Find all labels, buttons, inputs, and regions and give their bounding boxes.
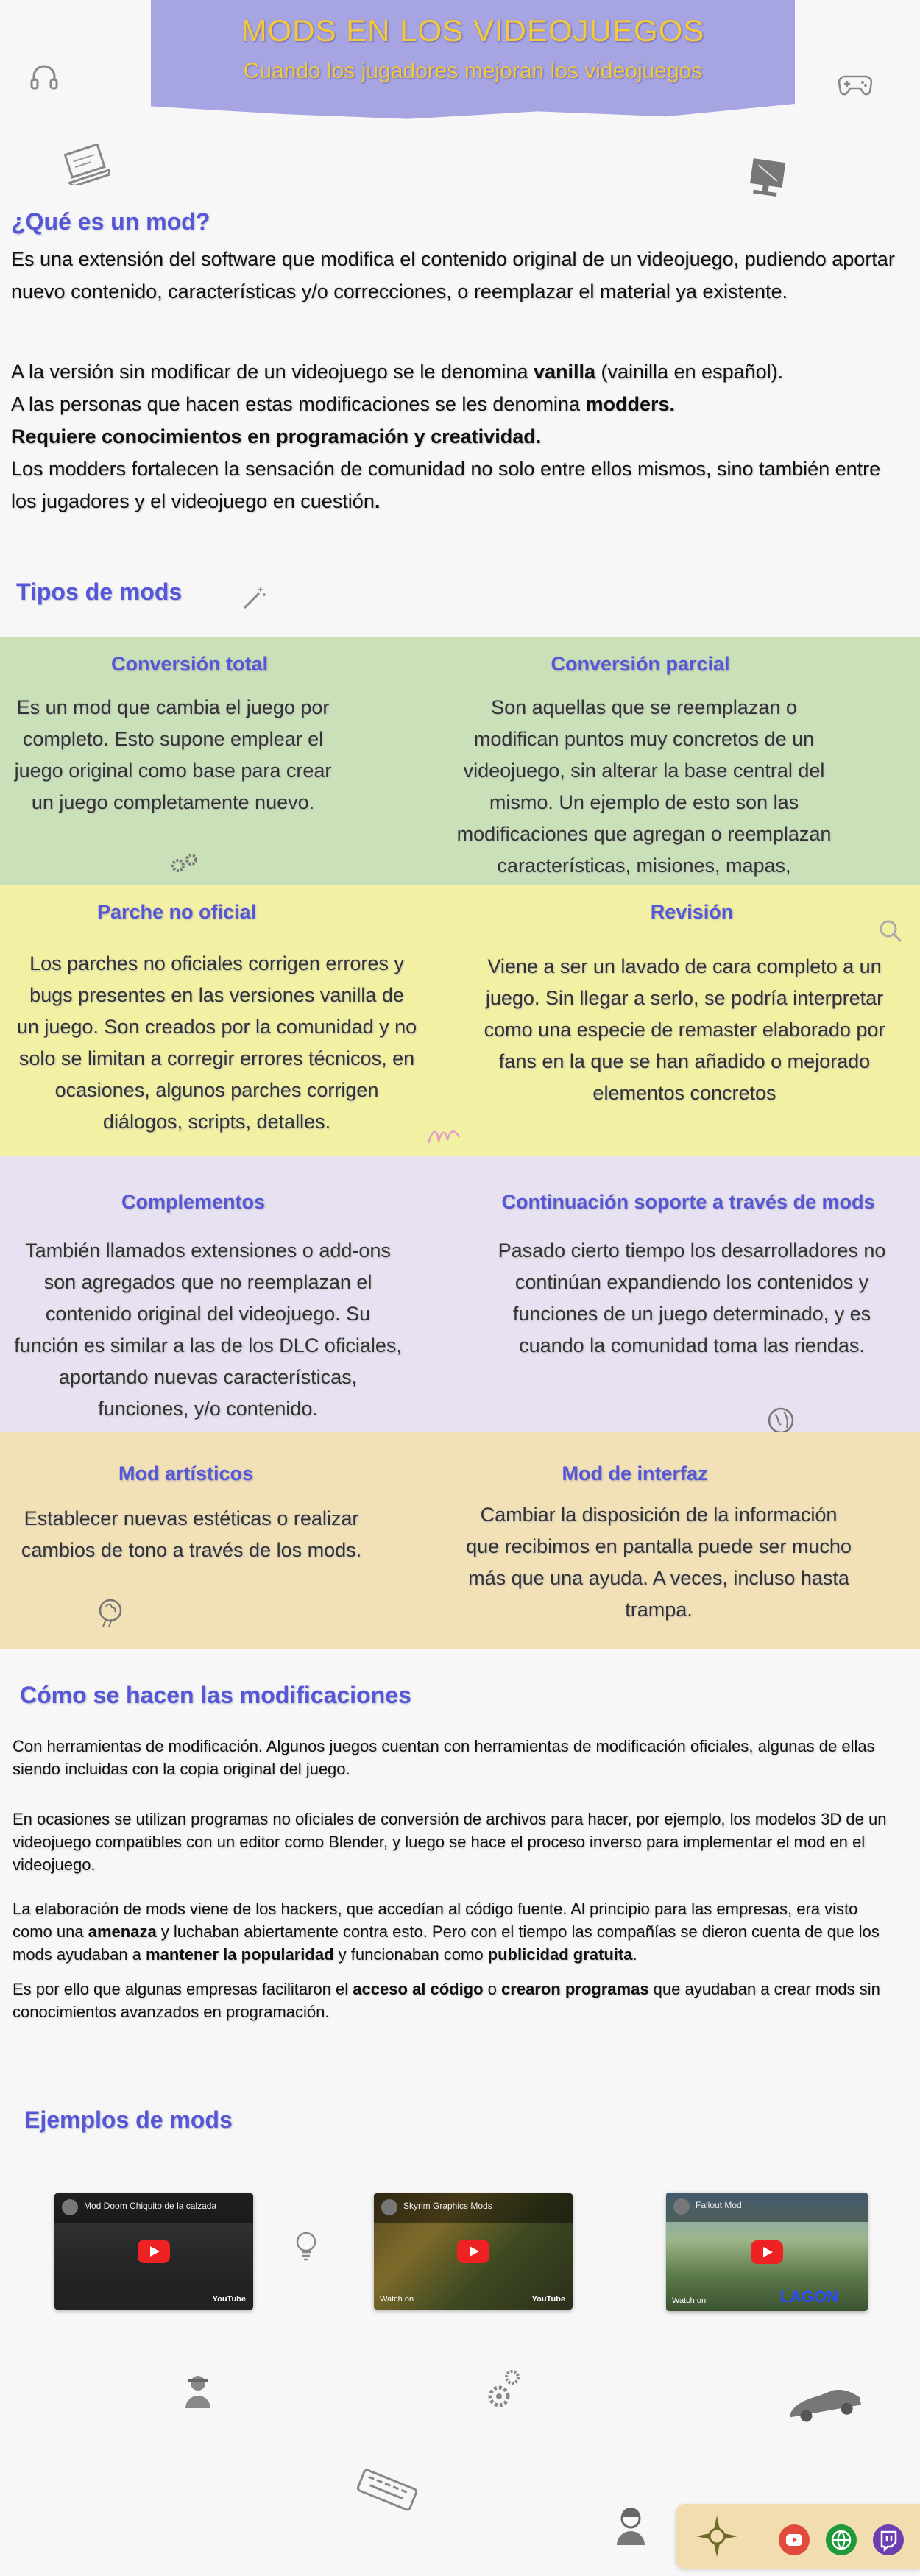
channel-avatar <box>62 2199 78 2215</box>
weather-brain-icon <box>96 1597 125 1628</box>
video-title: Fallout Mod <box>696 2200 742 2210</box>
video-title: Skyrim Graphics Mods <box>403 2201 492 2211</box>
headset-icon <box>28 62 60 94</box>
p3-popularity: mantener la popularidad <box>146 1945 334 1964</box>
intro-definition <box>11 243 910 308</box>
play-button-icon[interactable] <box>457 2240 489 2263</box>
section-heading-examples: Ejemplos de mods <box>24 2106 233 2133</box>
type-text-continued-support: Pasado cierto tiempo los desarrolladores no continúan expandiendo los contenidos y funciones de un juego determinado, y es cuando la comunidad toma las riendas. <box>498 1239 886 1356</box>
gamer-avatar-icon <box>614 2505 648 2547</box>
vanilla-term: vanilla <box>533 361 595 383</box>
watch-on-label: Watch on <box>380 2295 414 2304</box>
video-embed-skyrim[interactable] <box>374 2193 573 2310</box>
p3-c: y luchaban abiertamente contra esto. Pero con el tiempo las compañías se dieron cuenta de que los mods ayudaban a <box>13 1922 880 1964</box>
gamepad-icon <box>838 72 873 97</box>
type-text-complements: También llamados extensiones o add-ons son agregados que no reemplazan el contenido original del videojuego. Su función es similar a las de los DLC oficiales, aportando nuevas características, funciones, y/o contenido. <box>14 1239 402 1420</box>
modders-pre: A las personas que hacen estas modificaciones se les denomina <box>11 393 586 415</box>
video-embed-fallout[interactable] <box>666 2193 868 2311</box>
p3-e: y funcionaban como <box>333 1945 488 1964</box>
type-title-artistic: Mod artísticos <box>118 1462 254 1485</box>
sports-car-icon <box>784 2383 865 2424</box>
section-heading-how: Cómo se hacen las modificaciones <box>20 1682 411 1708</box>
youtube-icon[interactable] <box>779 2524 810 2555</box>
computer-icon <box>745 158 789 200</box>
type-title-continued-support: Continuación soporte a través de mods <box>501 1191 875 1213</box>
community-text: Los modders fortalecen la sensación de comunidad no solo entre ellos mismos, sino también entre los jugadores y el videojuego en cuestión <box>11 458 881 512</box>
p3-threat: amenaza <box>88 1922 157 1941</box>
settings-gears-icon <box>484 2367 521 2413</box>
p4-a: Es por ello que algunas empresas facilitaron el <box>13 1980 353 1998</box>
type-title-revision: Revisión <box>650 901 734 923</box>
magnifier-icon <box>877 918 904 944</box>
video-title: Mod Doom Chiquito de la calzada <box>84 2201 217 2211</box>
type-title-partial-conversion: Conversión parcial <box>551 653 730 675</box>
type-text-interface: Cambiar la disposición de la información que recibimos en pantalla puede ser mucho más que una ayuda. A veces, incluso hasta trampa. <box>466 1504 852 1621</box>
laptop-icon <box>63 144 110 185</box>
globe-web-icon[interactable] <box>826 2524 857 2555</box>
watch-on-label: Watch on <box>672 2296 707 2305</box>
p4-programs: crearon programas <box>501 1980 649 1998</box>
type-text-revision: Viene a ser un lavado de cara completo a un juego. Sin llegar a serlo, se podría interpretar como una especie de remaster elaborado por fans en la que se han añadido o mejorado elementos concretos <box>484 955 885 1104</box>
how-paragraph-2: En ocasiones se utilizan programas no oficiales de conversión de archivos para hacer, por ejemplo, los modelos 3D de un videojuego compatibles con un editor como Blender, y luego se hace el proceso inverso para implementar el mod en el videojuego. <box>13 1810 887 1874</box>
twitch-icon[interactable] <box>873 2524 904 2555</box>
p3-a: La elaboración de mods viene de los hackers, que accedían al código fuente. Al principio para las empresas, era visto como una <box>13 1900 858 1941</box>
type-text-unofficial-patch: Los parches no oficiales corrigen errores y bugs presentes en las versiones vanilla de un juego. Son creados por la comunidad y no solo se limitan a corregir errores técnicos, en ocasiones, algunos parches corrigen diálogos, scripts, detalles. <box>16 952 417 1133</box>
compass-logo-icon[interactable] <box>695 2514 739 2558</box>
p4-code-access: acceso al código <box>353 1980 484 1998</box>
lightbulb-icon <box>291 2229 321 2264</box>
p3-g: . <box>632 1945 637 1964</box>
how-paragraph-1: Con herramientas de modificación. Algunos juegos cuentan con herramientas de modificación oficiales, algunas de ellas siendo incluidas con la copia original del juego. <box>13 1737 875 1778</box>
section-heading-types: Tipos de mods <box>16 578 183 605</box>
p4-c: o <box>483 1980 502 1998</box>
intro-details <box>11 355 910 517</box>
person-icon <box>183 2371 213 2410</box>
modders-term: modders. <box>585 393 675 415</box>
youtube-logo[interactable]: YouTube <box>531 2295 565 2304</box>
vanilla-sentence <box>11 355 910 388</box>
type-text-artistic: Establecer nuevas estéticas o realizar cambios de tono a través de los mods. <box>21 1507 362 1561</box>
vanilla-pre: A la versión sin modificar de un videojuego se le denomina <box>11 361 534 383</box>
requirement-text: Requiere conocimientos en programación y creatividad. <box>11 425 542 447</box>
magic-wand-icon <box>241 584 268 611</box>
definition-text: Es una extensión del software que modifica el contenido original de un videojuego, pudiendo aportar nuevo contenido, características y/o correcciones, o reemplazar el material ya existente. <box>11 248 895 302</box>
community-dot: . <box>374 490 381 512</box>
channel-avatar <box>673 2198 690 2215</box>
baby-scribble-icon <box>425 1121 462 1150</box>
play-button-icon[interactable] <box>751 2240 783 2264</box>
section-heading-what-is-mod: ¿Qué es un mod? <box>11 208 210 235</box>
globe-icon <box>766 1406 796 1435</box>
type-title-complements: Complementos <box>121 1191 266 1213</box>
lagon-overlay: LAGON <box>779 2287 838 2306</box>
social-links-bar <box>676 2504 920 2569</box>
keyboard-icon <box>355 2464 420 2516</box>
play-button-icon[interactable] <box>138 2240 170 2263</box>
type-text-partial-conversion: Son aquellas que se reemplazan o modifican puntos muy concretos de un videojuego, sin alterar la base central del mismo. Un ejemplo de esto son las modificaciones que agregan o reemplazan características, misiones, mapas, <box>456 696 832 877</box>
type-text-total-conversion: Es un mod que cambia el juego por completo. Esto supone emplear el juego original como base para crear un juego completamente nuevo. <box>14 696 332 813</box>
type-title-total-conversion: Conversión total <box>110 653 269 675</box>
page-title: MODS EN LOS VIDEOJUEGOS <box>241 13 705 48</box>
how-paragraph-4 <box>13 1978 896 2023</box>
how-paragraph-3 <box>13 1897 896 1966</box>
requirement-sentence <box>11 420 910 453</box>
p4-e: que ayudaban a crear mods sin conocimientos avanzados en programación. <box>13 1980 880 2021</box>
type-title-interface: Mod de interfaz <box>562 1462 708 1485</box>
page-subtitle: Cuando los jugadores mejoran los videojuegos <box>243 59 703 83</box>
modders-sentence <box>11 388 910 420</box>
community-sentence <box>11 453 910 517</box>
vanilla-post: (vainilla en español). <box>595 361 784 383</box>
type-title-unofficial-patch: Parche no oficial <box>96 901 257 923</box>
p3-free-ad: publicidad gratuita <box>487 1945 633 1964</box>
gears-icon <box>168 852 202 874</box>
channel-avatar <box>381 2199 397 2215</box>
youtube-logo[interactable]: YouTube <box>212 2295 246 2304</box>
video-embed-doom[interactable] <box>54 2193 253 2310</box>
